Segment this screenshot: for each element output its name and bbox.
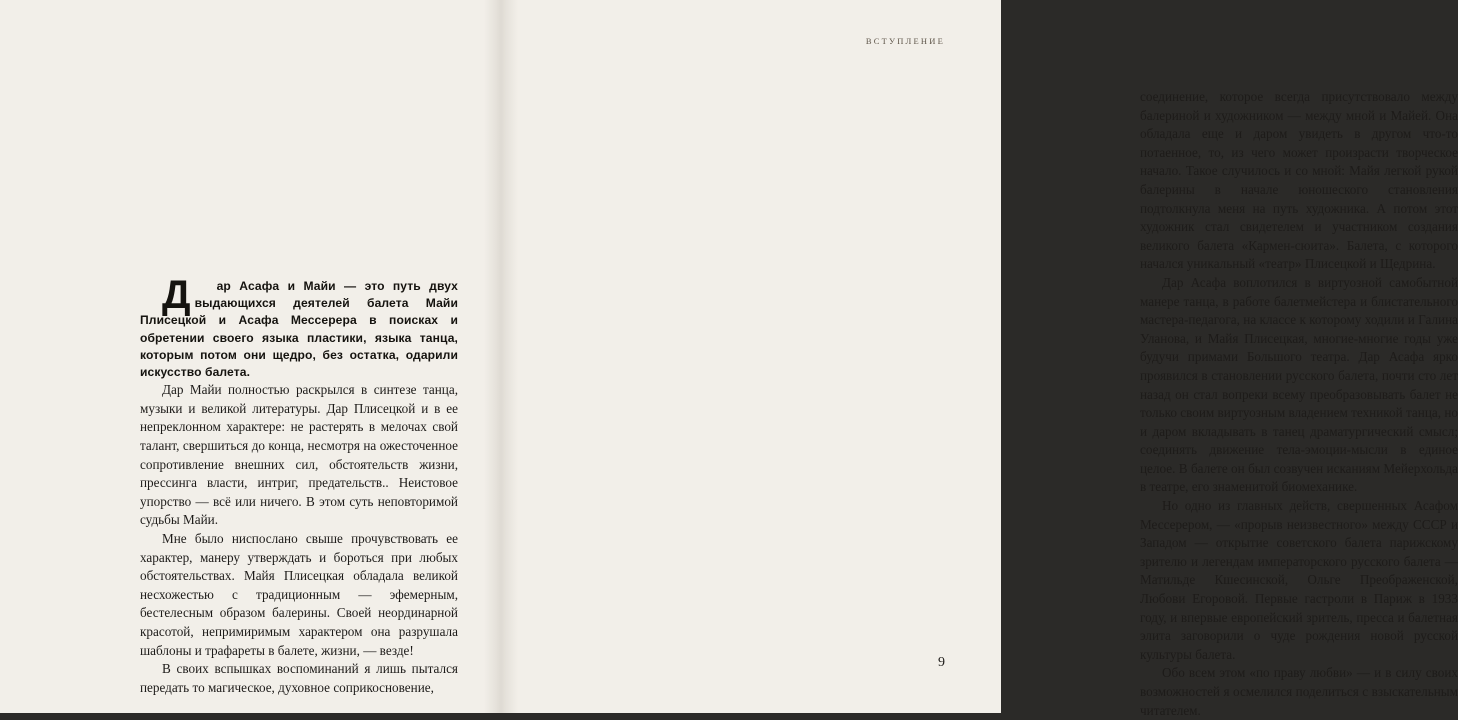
paragraph: В своих вспышках воспоминаний я лишь пытался передать то магическое, духовное соприкосновение,	[140, 661, 458, 695]
page-number: 9	[938, 655, 945, 670]
paragraph: Дар Асафа воплотился в виртуозной самобытной манере танца, в работе балетмейстера и блистательного мастера-педагога, на классе к которому ходили и Галина Уланова, и Майя Плисецкая, многие-многие годы уже будучи примами Большого театра. Дар Асафа ярко проявился в становлении русского балета, почти сто лет назад он стал вопреки всему преобразовывать балет не только своим виртуозным владением техникой танца, но и даром вкладывать в танец драматургический смысл; соединять движение тела-эмоции-мысли в единое целое. В балете он был созвучен исканиям Мейерхольда в театре, его знаменитой биомеханике.	[1140, 274, 1458, 495]
paragraph: Мне было ниспослано свыше прочувствовать ее характер, манеру утверждать и бороться при любых обстоятельствах. Майя Плисецкая обладала великой несхожестью с традиционным — эфемерным, бестелесным образом балерины. Своей неординарной красотой, непримиримым характером она разрушала шаблоны и трафареты в балете, жизни, — везде!	[140, 530, 458, 658]
lead-paragraph	[140, 273, 458, 381]
page-right	[500, 0, 1458, 718]
drop-cap: Д	[162, 273, 191, 317]
paragraph: соединение, которое всегда присутствовало между балериной и художником — между мной и Майей. Она обладала еще и даром увидеть в другом что-то потаенное, то, из чего может произрасти творческое начало. Такое случилось и со мной: Майя легкой рукой балерины в начале юношеского становления подтолкнула меня на путь художника. А потом этот художник стал свидетелем и участником создания великого балета «Кармен-сюита». Балета, с которого начался уникальный «театр» Плисецкой и Щедрина.	[1140, 89, 1458, 272]
paragraph: Обо всем этом «по праву любви» — и в силу своих возможностей я осмелился поделиться с взыскательным читателем.	[1140, 665, 1458, 718]
running-head: ВСТУПЛЕНИЕ	[865, 36, 945, 46]
paragraph: Дар Майи полностью раскрылся в синтезе танца, музыки и великой литературы. Дар Плисецкой и в ее непреклонном характере: не растерять в мелочах свой талант, свершиться до конца, несмотря на ожесточенное сопротивление внешних сил, обстоятельств жизни, прессинга власти, интриг, предательств.. Неистовое упорство — всё или ничего. В этом суть неповторимой судьбы Майи.	[140, 382, 458, 528]
left-text-column	[140, 273, 458, 697]
right-text-column	[1140, 88, 1458, 720]
paragraph: Но одно из главных действ, свершенных Асафом Мессерером, — «прорыв неизвестного» между СССР и Западом — открытие советского балета парижскому зрителю и легендам императорского русского балета — Матильде Кшесинской, Ольге Преображенской, Любови Егоровой. Первые гастроли в Париж в 1933 году, и впервые европейский зритель, пресса и балетная элита заговорили о чуде рождения новой русской культуры балета.	[1140, 498, 1458, 662]
page-left	[0, 0, 500, 713]
lead-paragraph-text: ар Асафа и Майи — это путь двух выдающихся деятелей балета Майи Плисецкой и Асафа Мессерера в поисках и обретении своего языка пластики, языка танца, которым потом они щедро, без остатка, одарили искусство балета.	[140, 279, 458, 380]
